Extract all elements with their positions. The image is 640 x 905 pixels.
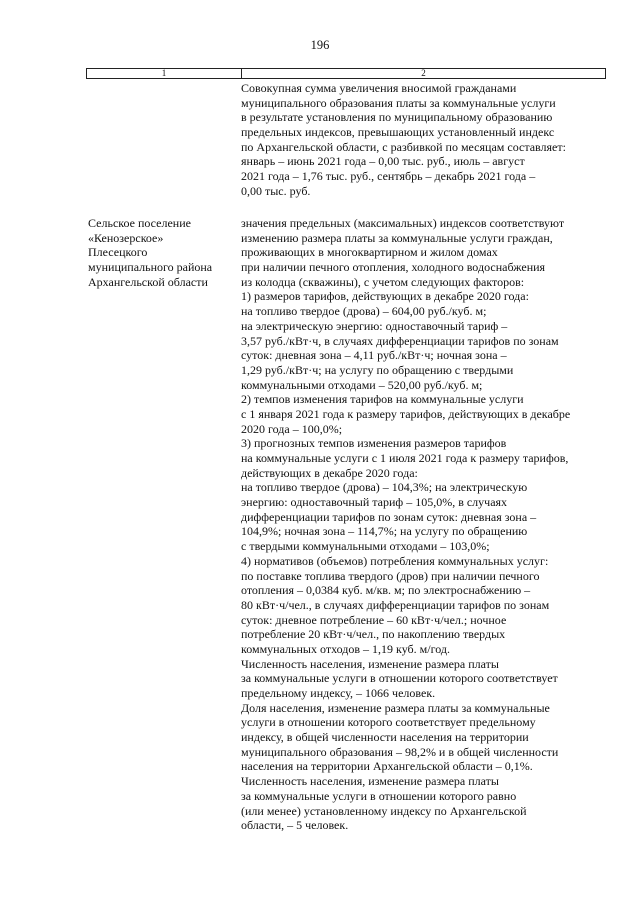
previous-row-text [241, 81, 566, 199]
index-description-line: энергию: одноставочный тариф – 105,0%, в случаях [241, 495, 508, 510]
table-column-header [86, 68, 606, 79]
index-description-line: действующих в декабре 2020 года: [241, 465, 418, 480]
previous-row-text-line: предельных индексов, превышающих установленный индекс [241, 125, 555, 140]
index-description-line: суток: дневная зона – 4,11 руб./кВт·ч; ночная зона – [241, 348, 507, 363]
municipality-name-line: Плесецкого [88, 245, 148, 260]
index-description-line: населения на территории Архангельской области – 0,1%. [241, 759, 533, 774]
index-description-line: с 1 января 2021 года к размеру тарифов, действующих в декабре [241, 406, 571, 421]
index-description-line: Численность населения, изменение размера платы [241, 774, 499, 789]
municipality-name-line: Архангельской области [88, 274, 208, 289]
column-2-header: 2 [421, 68, 426, 78]
index-description-line: коммунальными отходами – 520,00 руб./куб. м; [241, 377, 483, 392]
municipality-name [88, 216, 212, 289]
index-description-line: 2020 года – 100,0%; [241, 421, 343, 436]
index-description-line: суток: дневное потребление – 60 кВт·ч/чел.; ночное [241, 612, 507, 627]
index-description-line: на топливо твердое (дрова) – 104,3%; на электрическую [241, 480, 528, 495]
index-description-line: коммунальных отходов – 1,19 куб. м/год. [241, 641, 450, 656]
index-description-line: Численность населения, изменение размера платы [241, 656, 499, 671]
index-description-line: проживающих в многоквартирном и жилом домах [241, 245, 498, 260]
index-description-line: значения предельных (максимальных) индексов соответствуют [241, 216, 565, 230]
previous-row-text-line: по Архангельской области, с разбивкой по месяцам составляет: [241, 139, 566, 154]
index-description-line: отопления – 0,0384 куб. м/кв. м; по электроснабжению – [241, 583, 531, 598]
municipality-name-line: муниципального района [88, 260, 213, 275]
previous-row-text-line: муниципального образования платы за коммунальные услуги [241, 95, 556, 110]
index-description-line: 1) размеров тарифов, действующих в декабре 2020 года: [241, 289, 529, 304]
previous-row-text-line: в результате установления по муниципальному образованию [241, 110, 553, 125]
index-description-line: на топливо твердое (дрова) – 604,00 руб./куб. м; [241, 304, 487, 319]
previous-row-text-line: 0,00 тыс. руб. [241, 183, 311, 198]
index-description-line: 104,9%; ночная зона – 114,7%; на услугу по обращению [241, 524, 528, 539]
index-description-line: с твердыми коммунальными отходами – 103,0%; [241, 539, 490, 554]
previous-row-text-line: январь – июнь 2021 года – 0,00 тыс. руб., июль – август [241, 154, 525, 169]
index-description-line: потребление 20 кВт·ч/чел., по накоплению твердых [241, 627, 506, 642]
previous-row-text-line: 2021 года – 1,76 тыс. руб., сентябрь – декабрь 2021 года – [241, 169, 536, 184]
index-description-line: муниципального образования – 98,2% и в общей численности [241, 744, 559, 759]
previous-row-text-line: Совокупная сумма увеличения вносимой гражданами [241, 81, 517, 95]
index-description-line: при наличии печного отопления, холодного водоснабжения [241, 260, 546, 275]
index-description-line: на электрическую энергию: одноставочный тариф – [241, 318, 508, 333]
index-description-line: предельному индексу, – 1066 человек. [241, 686, 436, 700]
index-description-line: за коммунальные услуги в отношении которого равно [241, 788, 517, 803]
index-description [241, 216, 570, 833]
index-description-line: 80 кВт·ч/чел., в случаях дифференциации тарифов по зонам [241, 597, 550, 612]
municipality-name-line: Сельское поселение [88, 216, 191, 230]
index-description-line: дифференциации тарифов по зонам суток: дневная зона – [241, 509, 537, 524]
index-description-line: на коммунальные услуги с 1 июля 2021 года к размеру тарифов, [241, 451, 569, 465]
column-1-header: 1 [87, 69, 242, 78]
index-description-line: 3) прогнозных темпов изменения размеров тарифов [241, 436, 507, 451]
index-description-line: 1,29 руб./кВт·ч; на услугу по обращению с твердыми [241, 362, 514, 377]
municipality-name-line: «Кенозерское» [88, 230, 164, 245]
index-description-line: услуги в отношении которого соответствует предельному [241, 715, 536, 730]
index-description-line: (или менее) установленному индексу по Архангельской [241, 803, 527, 818]
index-description-line: 2) темпов изменения тарифов на коммунальные услуги [241, 392, 524, 407]
index-description-line: изменению размера платы за коммунальные услуги граждан, [241, 230, 553, 245]
index-description-line: Доля населения, изменение размера платы за коммунальные [241, 700, 550, 715]
index-description-line: 3,57 руб./кВт·ч, в случаях дифференциации тарифов по зонам [241, 333, 559, 348]
page-number: 196 [310, 38, 330, 52]
index-description-line: по поставке топлива твердого (дров) при наличии печного [241, 568, 540, 583]
index-description-line: индексу, в общей численности населения на территории [241, 730, 529, 745]
index-description-line: 4) нормативов (объемов) потребления коммунальных услуг: [241, 553, 549, 568]
index-description-line: из колодца (скважины), с учетом следующих факторов: [241, 274, 525, 289]
index-description-line: за коммунальные услуги в отношении которого соответствует [241, 671, 558, 686]
index-description-line: области, – 5 человек. [241, 818, 349, 833]
